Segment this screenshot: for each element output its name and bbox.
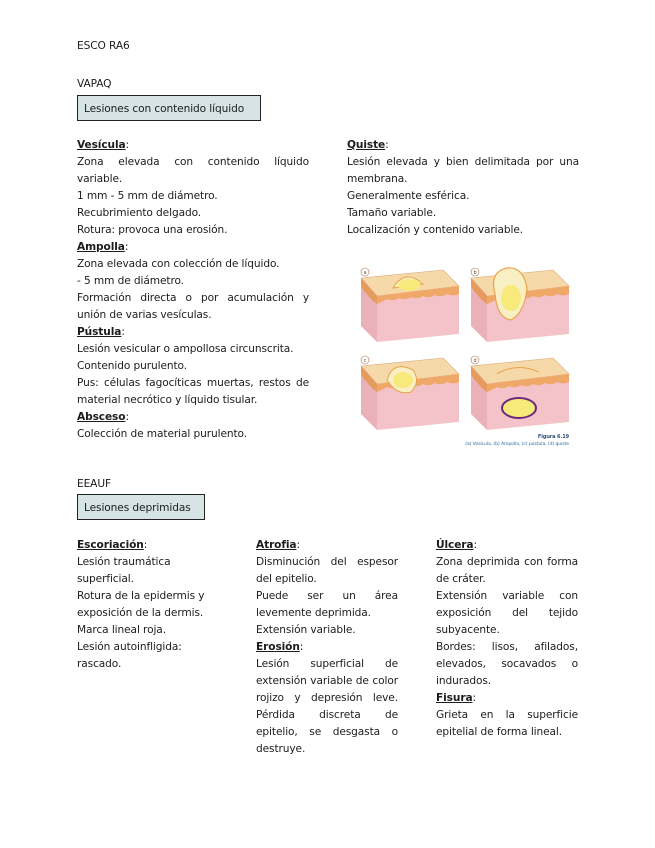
definition-line: Zona elevada con contenido líquido variable.	[77, 156, 309, 185]
panel-d-cyst	[471, 356, 569, 430]
section1-right-column	[347, 137, 579, 239]
definition-line: Tamaño variable.	[347, 207, 437, 219]
term-heading: Pústula:	[77, 326, 125, 338]
term-heading: Fisura:	[436, 692, 476, 704]
definition-line: Lesión traumática superficial.	[77, 556, 171, 585]
section2-column-2	[256, 537, 398, 758]
skin-lesions-illustration	[355, 260, 573, 448]
section2-code: EEAUF	[77, 478, 111, 490]
figure-caption-text: (a) Vesícula, (b) Ampolla, (c) pústula, (d) quiste	[465, 442, 569, 447]
panel-label: c	[363, 358, 367, 364]
figure-caption-title: Figura 6.19	[537, 434, 569, 440]
panel-label: b	[473, 270, 477, 276]
panel-b-bulla	[471, 268, 569, 342]
term-absceso: Absceso	[77, 411, 126, 423]
definition-line: Zona deprimida con forma de cráter.	[436, 556, 578, 585]
term-escoriacion: Escoriación	[77, 539, 144, 551]
definition-line: Bordes: lisos, afilados, elevados, socavados o indurados.	[436, 641, 578, 687]
skin-lesions-figure	[355, 260, 573, 448]
term-heading: Quiste:	[347, 139, 389, 151]
definition-line: Lesión autoinfligida: rascado.	[77, 641, 182, 670]
definition-line: Puede ser un área levemente deprimida.	[256, 590, 398, 619]
definition-line: Marca lineal roja.	[77, 624, 166, 636]
section1-code: VAPAQ	[77, 78, 112, 90]
section1-box-label: Lesiones con contenido líquido	[77, 95, 261, 121]
term-heading: Escoriación:	[77, 539, 148, 551]
term-atrofia: Atrofia	[256, 539, 297, 551]
definition-line: Lesión vesicular o ampollosa circunscrita.	[77, 343, 294, 355]
term-fisura: Fisura	[436, 692, 473, 704]
term-heading: Vesícula:	[77, 139, 130, 151]
definition-line: Lesión elevada y bien delimitada por una membrana.	[347, 156, 579, 185]
term-erosion: Erosión	[256, 641, 300, 653]
panel-c-pustule	[361, 356, 459, 430]
definition-line: 1 mm - 5 mm de diámetro.	[77, 190, 218, 202]
term-heading: Erosión:	[256, 641, 304, 653]
term-heading: Ampolla:	[77, 241, 129, 253]
term-heading: Atrofia:	[256, 539, 300, 551]
definition-line: Lesión superficial de extensión variable de color rojizo y depresión leve. Pérdida discreta de epitelio, se desgasta o destruye.	[256, 658, 398, 755]
definition-line: Contenido purulento.	[77, 360, 187, 372]
definition-line: Localización y contenido variable.	[347, 224, 524, 236]
definition-line: - 5 mm de diámetro.	[77, 275, 184, 287]
document-title: ESCO RA6	[77, 40, 130, 52]
definition-line: Extensión variable.	[256, 624, 356, 636]
definition-line: Extensión variable con exposición del tejido subyacente.	[436, 590, 578, 636]
term-pustula: Pústula	[77, 326, 122, 338]
definition-line: Formación directa o por acumulación y unión de varias vesículas.	[77, 292, 309, 321]
definition-line: Colección de material purulento.	[77, 428, 247, 440]
term-ulcera: Úlcera	[436, 539, 474, 551]
definition-line: Grieta en la superficie epitelial de forma lineal.	[436, 709, 578, 738]
term-heading: Absceso:	[77, 411, 129, 423]
term-vesicula: Vesícula	[77, 139, 126, 151]
section1-left-column	[77, 137, 309, 443]
panel-a-vesicle	[361, 268, 459, 342]
term-heading: Úlcera:	[436, 539, 477, 551]
definition-line: Rotura: provoca una erosión.	[77, 224, 228, 236]
section2-column-1	[77, 537, 224, 673]
definition-line: Zona elevada con colección de líquido.	[77, 258, 280, 270]
definition-line: Pus: células fagocíticas muertas, restos de material necrótico y líquido tisular.	[77, 377, 309, 406]
section2-box-label: Lesiones deprimidas	[77, 494, 205, 520]
term-ampolla: Ampolla	[77, 241, 125, 253]
panel-label: d	[473, 358, 477, 364]
definition-line: Rotura de la epidermis y exposición de la dermis.	[77, 590, 205, 619]
definition-line: Disminución del espesor del epitelio.	[256, 556, 398, 585]
section2-column-3	[436, 537, 578, 741]
definition-line: Recubrimiento delgado.	[77, 207, 202, 219]
definition-line: Generalmente esférica.	[347, 190, 470, 202]
panel-label: a	[363, 270, 367, 276]
term-quiste: Quiste	[347, 139, 386, 151]
